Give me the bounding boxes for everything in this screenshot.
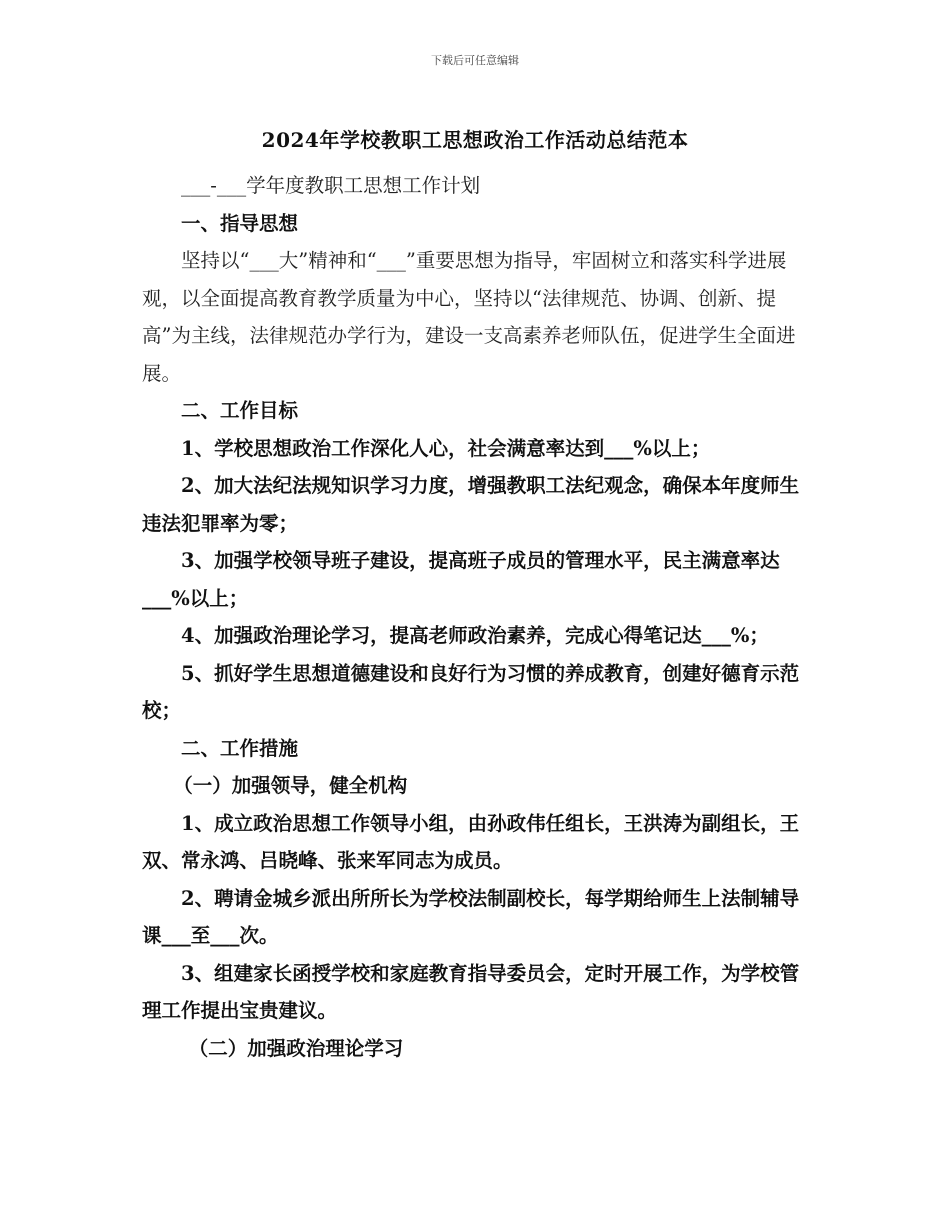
plan-subtitle: ___-___学年度教职工思想工作计划	[181, 174, 481, 197]
goal-item-2: 2、加大法纪法规知识学习力度，增强教职工法纪观念，确保本年度师生违法犯罪率为零；	[142, 474, 800, 535]
paragraph-guiding-thought: 坚持以“___大”精神和“___”重要思想为指导，牢固树立和落实科学进展观，以全面提高教育教学质量为中心，坚持以“法律规范、协调、创新、提高”为主线，法律规范办学行为，建设一支高素养老师队伍，促进学生全面进展。	[142, 249, 796, 385]
section-heading-guiding-thought: 一、指导思想	[181, 211, 299, 235]
document-body	[142, 167, 812, 1067]
subsection-heading-leadership: （一）加强领导，健全机构	[173, 774, 408, 797]
measure-item-1: 1、成立政治思想工作领导小组，由孙政伟任组长，王洪涛为副组长，王双、常永鸿、吕晓峰、张来军同志为成员。	[142, 811, 800, 872]
goal-item-3: 3、加强学校领导班子建设，提高班子成员的管理水平，民主满意率达___%以上；	[142, 549, 780, 610]
page-header-note: 下载后可任意编辑	[431, 54, 519, 67]
goal-item-1: 1、学校思想政治工作深化人心，社会满意率达到___%以上；	[181, 436, 711, 460]
subsection-heading-political-study: （二）加强政治理论学习	[188, 1036, 404, 1060]
document-title: 2024年学校教职工思想政治工作活动总结范本	[261, 128, 689, 152]
measure-item-3: 3、组建家长函授学校和家庭教育指导委员会，定时开展工作，为学校管理工作提出宝贵建议。	[142, 961, 800, 1022]
goal-item-4: 4、加强政治理论学习，提高老师政治素养，完成心得笔记达___%；	[181, 624, 769, 647]
measure-item-2: 2、聘请金城乡派出所所长为学校法制副校长，每学期给师生上法制辅导课___至___次。	[142, 886, 800, 947]
goal-item-5: 5、抓好学生思想道德建设和良好行为习惯的养成教育，创建好德育示范校；	[142, 661, 800, 722]
section-heading-work-goals: 二、工作目标	[181, 399, 299, 422]
section-heading-work-measures: 二、工作措施	[181, 736, 299, 760]
